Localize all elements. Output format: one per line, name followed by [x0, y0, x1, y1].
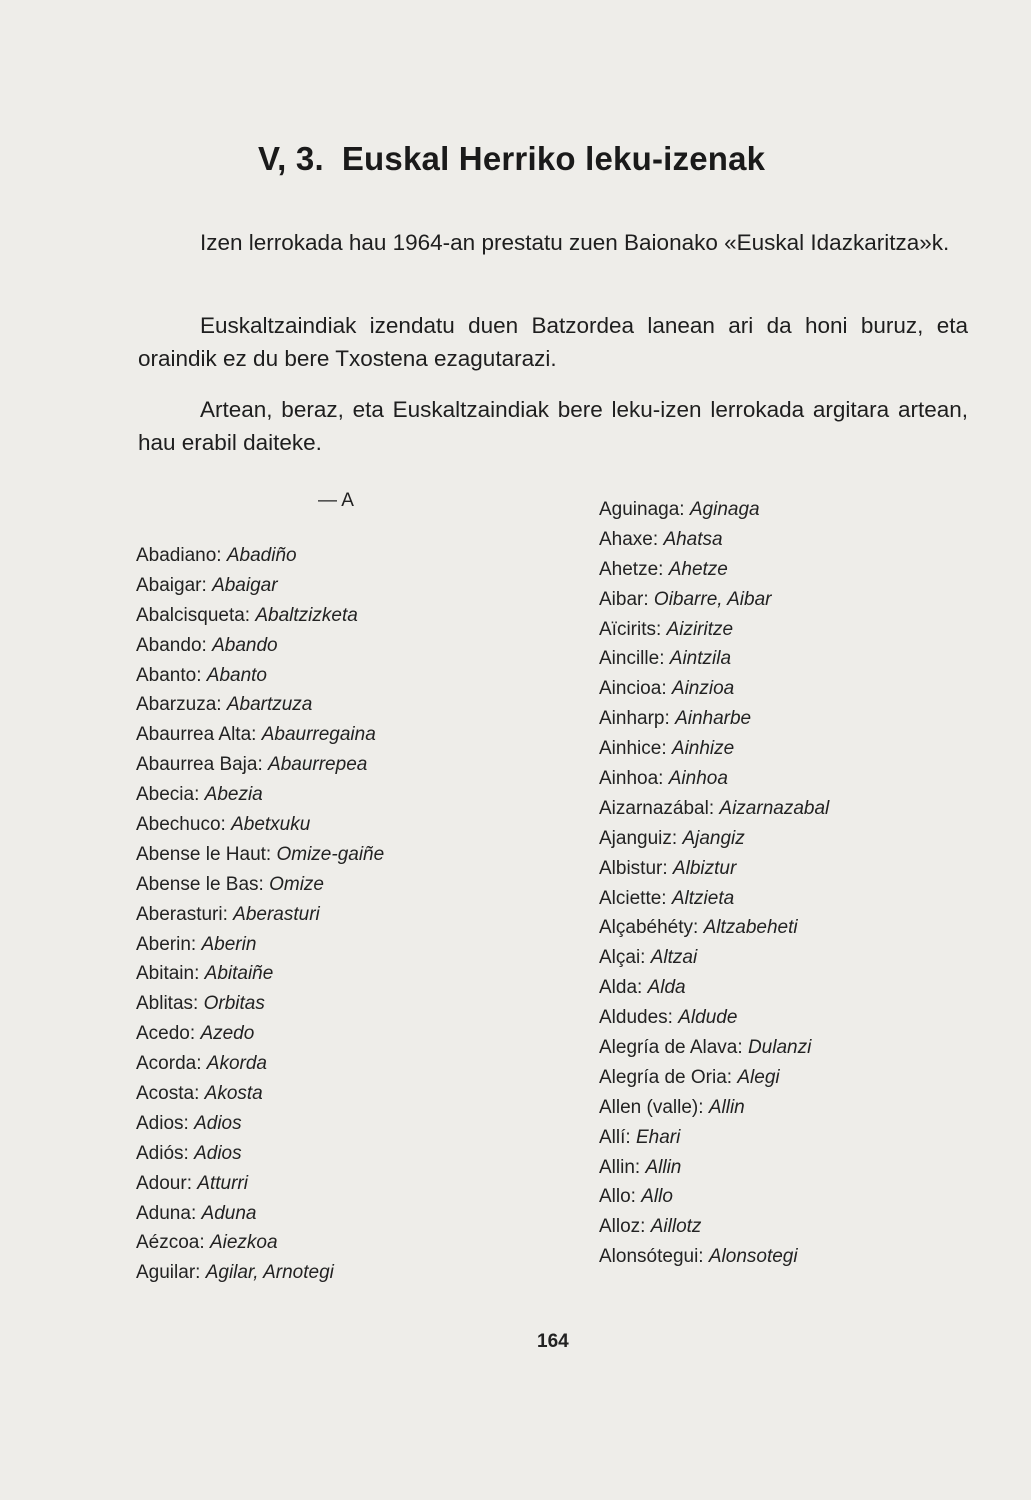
section-title: Euskal Herriko leku-izenak: [341, 140, 766, 177]
list-item: [136, 571, 384, 601]
list-item: [599, 495, 829, 525]
list-item: [136, 1139, 384, 1169]
place-name: Abaurrea Baja:: [136, 754, 263, 776]
intro-paragraph-3: [138, 393, 968, 459]
basque-name: Alegi: [737, 1066, 780, 1088]
place-name: Acosta:: [136, 1083, 200, 1105]
place-name: Aincille:: [599, 648, 665, 670]
paragraph-text: Euskaltzaindiak izendatu duen Batzordea lanean ari da honi buruz, eta oraindik ez du bere Txostena ezagutarazi.: [138, 313, 968, 371]
list-item: [599, 1153, 829, 1183]
place-name: Allí:: [599, 1126, 631, 1148]
list-item: [599, 674, 829, 704]
place-name: Aincioa:: [599, 678, 667, 700]
list-item: [136, 631, 384, 661]
place-name: Alda:: [599, 977, 643, 999]
place-name: Aguilar:: [136, 1262, 201, 1284]
basque-name: Ainzioa: [671, 678, 735, 700]
basque-name: Aldude: [678, 1007, 738, 1029]
list-item: [599, 1033, 829, 1063]
basque-name: Altzai: [650, 947, 698, 969]
place-name: Ajanguiz:: [599, 827, 678, 849]
place-name: Abanto:: [136, 664, 202, 686]
list-item: [136, 1019, 384, 1049]
list-item: [136, 1109, 384, 1139]
basque-name: Ahetze: [668, 558, 728, 580]
basque-name: Aberin: [201, 933, 257, 955]
list-item: [136, 810, 384, 840]
place-name: Alonsótegui:: [599, 1246, 704, 1268]
list-item: [136, 1079, 384, 1109]
basque-name: Abartzuza: [226, 694, 313, 716]
basque-name: Ainharbe: [675, 708, 752, 730]
place-name: Ainharp:: [599, 708, 670, 730]
basque-name: Ahatsa: [663, 528, 723, 550]
place-name: Ablitas:: [136, 993, 199, 1015]
basque-name: Altzabeheti: [703, 917, 798, 939]
list-item: [136, 1049, 384, 1079]
place-name: Alloz:: [599, 1216, 646, 1238]
section-letter: — A: [318, 490, 354, 511]
list-item: [599, 1093, 829, 1123]
list-item: [136, 1228, 384, 1258]
place-name: Alçabéhéty:: [599, 917, 699, 939]
basque-name: Orbitas: [203, 993, 265, 1015]
list-item: [136, 840, 384, 870]
section-number: V, 3.: [258, 140, 324, 177]
place-name: Ahaxe:: [599, 528, 659, 550]
list-item: [136, 1169, 384, 1199]
place-name: Acedo:: [136, 1023, 196, 1045]
basque-name: Aillotz: [650, 1216, 702, 1238]
basque-name: Abanto: [206, 664, 268, 686]
list-item: [599, 734, 829, 764]
place-list-left: [136, 541, 384, 1288]
basque-name: Abando: [212, 634, 278, 656]
list-item: [136, 541, 384, 571]
list-item: [599, 943, 829, 973]
basque-name: Adios: [194, 1142, 242, 1164]
list-item: [136, 989, 384, 1019]
list-item: [599, 1212, 829, 1242]
basque-name: Akosta: [204, 1083, 263, 1105]
place-name: Acorda:: [136, 1053, 202, 1075]
place-name: Aduna:: [136, 1202, 197, 1224]
paragraph-text: Izen lerrokada hau 1964-an prestatu zuen Baionako «Euskal Idazkaritza»k.: [200, 230, 950, 255]
list-item: [136, 661, 384, 691]
basque-name: Altzieta: [671, 887, 735, 909]
place-name: Ahetze:: [599, 558, 664, 580]
paragraph-text: Artean, beraz, eta Euskaltzaindiak bere leku-izen lerrokada argitara artean, hau erabil daiteke.: [138, 397, 968, 455]
basque-name: Abaurrepea: [268, 754, 368, 776]
basque-name: Omize: [269, 873, 324, 895]
list-item: [599, 884, 829, 914]
list-item: [136, 720, 384, 750]
list-item: [599, 1182, 829, 1212]
basque-name: Abadiño: [226, 545, 297, 566]
list-item: [599, 644, 829, 674]
place-name: Alçai:: [599, 947, 646, 969]
place-name: Adiós:: [136, 1142, 189, 1164]
list-item: [136, 1199, 384, 1229]
list-item: [599, 794, 829, 824]
place-name: Alegría de Oria:: [599, 1066, 733, 1088]
basque-name: Adios: [194, 1112, 242, 1134]
list-item: [599, 585, 829, 615]
list-item: [136, 900, 384, 930]
basque-name: Albiztur: [672, 857, 737, 879]
place-name: Allen (valle):: [599, 1096, 704, 1118]
place-name: Abalcisqueta:: [136, 604, 251, 626]
list-item: [599, 1123, 829, 1153]
basque-name: Agilar, Arnotegi: [205, 1262, 334, 1284]
list-item: [599, 824, 829, 854]
place-name: Aldudes:: [599, 1007, 673, 1029]
basque-name: Abaltzizketa: [255, 604, 358, 626]
place-name: Aizarnazábal:: [599, 797, 715, 819]
list-item: [599, 913, 829, 943]
list-item: [599, 525, 829, 555]
place-name: Aberasturi:: [136, 903, 228, 925]
basque-name: Omize-gaiñe: [276, 843, 385, 865]
list-item: [599, 615, 829, 645]
basque-name: Allin: [645, 1156, 682, 1178]
place-name: Albistur:: [599, 857, 668, 879]
list-item: [599, 1003, 829, 1033]
list-item: [599, 704, 829, 734]
basque-name: Aiezkoa: [209, 1232, 278, 1254]
basque-name: Aiziritze: [666, 618, 734, 640]
place-name: Ainhice:: [599, 738, 667, 760]
basque-name: Allin: [708, 1096, 745, 1118]
basque-name: Ainhize: [671, 738, 735, 760]
place-name: Abense le Bas:: [136, 873, 264, 895]
place-name: Abense le Haut:: [136, 843, 272, 865]
place-name: Ainhoa:: [599, 768, 664, 790]
basque-name: Dulanzi: [747, 1037, 812, 1059]
list-item: [599, 764, 829, 794]
basque-name: Aizarnazabal: [719, 797, 830, 819]
basque-name: Alonsotegi: [708, 1246, 798, 1268]
intro-paragraph-1: [138, 226, 968, 259]
list-item: [136, 1258, 384, 1288]
place-name: Allin:: [599, 1156, 641, 1178]
place-name: Abaurrea Alta:: [136, 724, 257, 746]
list-item: [136, 780, 384, 810]
list-item: [136, 930, 384, 960]
place-list-right: [599, 495, 829, 1272]
place-name: Abitain:: [136, 963, 200, 985]
place-name: Allo:: [599, 1186, 636, 1208]
list-item: [136, 959, 384, 989]
place-name: Alciette:: [599, 887, 667, 909]
basque-name: Ehari: [635, 1126, 681, 1148]
place-name: Aïcirits:: [599, 618, 662, 640]
list-item: [599, 854, 829, 884]
list-item: [599, 1063, 829, 1093]
basque-name: Akorda: [206, 1053, 267, 1075]
basque-name: Abetxuku: [231, 814, 311, 836]
basque-name: Abaurregaina: [261, 724, 376, 746]
place-name: Adios:: [136, 1112, 189, 1134]
list-item: [136, 601, 384, 631]
basque-name: Abaigar: [212, 574, 278, 596]
page-number: 164: [537, 1331, 569, 1352]
list-item: [136, 870, 384, 900]
basque-name: Azedo: [200, 1023, 255, 1045]
basque-name: Ainhoa: [668, 768, 728, 790]
basque-name: Aduna: [201, 1202, 257, 1224]
list-item: [136, 690, 384, 720]
basque-name: Abezia: [204, 784, 263, 806]
place-name: Aézcoa:: [136, 1232, 205, 1254]
basque-name: Atturri: [197, 1172, 248, 1194]
basque-name: Ajangiz: [682, 827, 745, 849]
list-item: [136, 750, 384, 780]
place-name: Abechuco:: [136, 814, 226, 836]
place-name: Aibar:: [599, 588, 649, 610]
place-name: Abando:: [136, 634, 207, 656]
basque-name: Aintzila: [669, 648, 732, 670]
basque-name: Alda: [647, 977, 686, 999]
place-name: Abaigar:: [136, 574, 207, 596]
place-name: Abarzuza:: [136, 694, 222, 716]
place-name: Abecia:: [136, 784, 200, 806]
list-item: [599, 555, 829, 585]
basque-name: Aginaga: [689, 499, 760, 520]
basque-name: Aberasturi: [233, 903, 320, 925]
place-name: Aguinaga:: [599, 499, 685, 520]
basque-name: Allo: [641, 1186, 673, 1208]
place-name: Aberin:: [136, 933, 197, 955]
place-name: Alegría de Alava:: [599, 1037, 743, 1059]
place-name: Adour:: [136, 1172, 192, 1194]
list-item: [599, 973, 829, 1003]
list-item: [599, 1242, 829, 1272]
basque-name: Oibarre, Aibar: [653, 588, 772, 610]
place-name: Abadiano:: [136, 545, 222, 566]
intro-paragraph-2: [138, 309, 968, 375]
basque-name: Abitaiñe: [204, 963, 274, 985]
section-heading: [258, 140, 858, 178]
